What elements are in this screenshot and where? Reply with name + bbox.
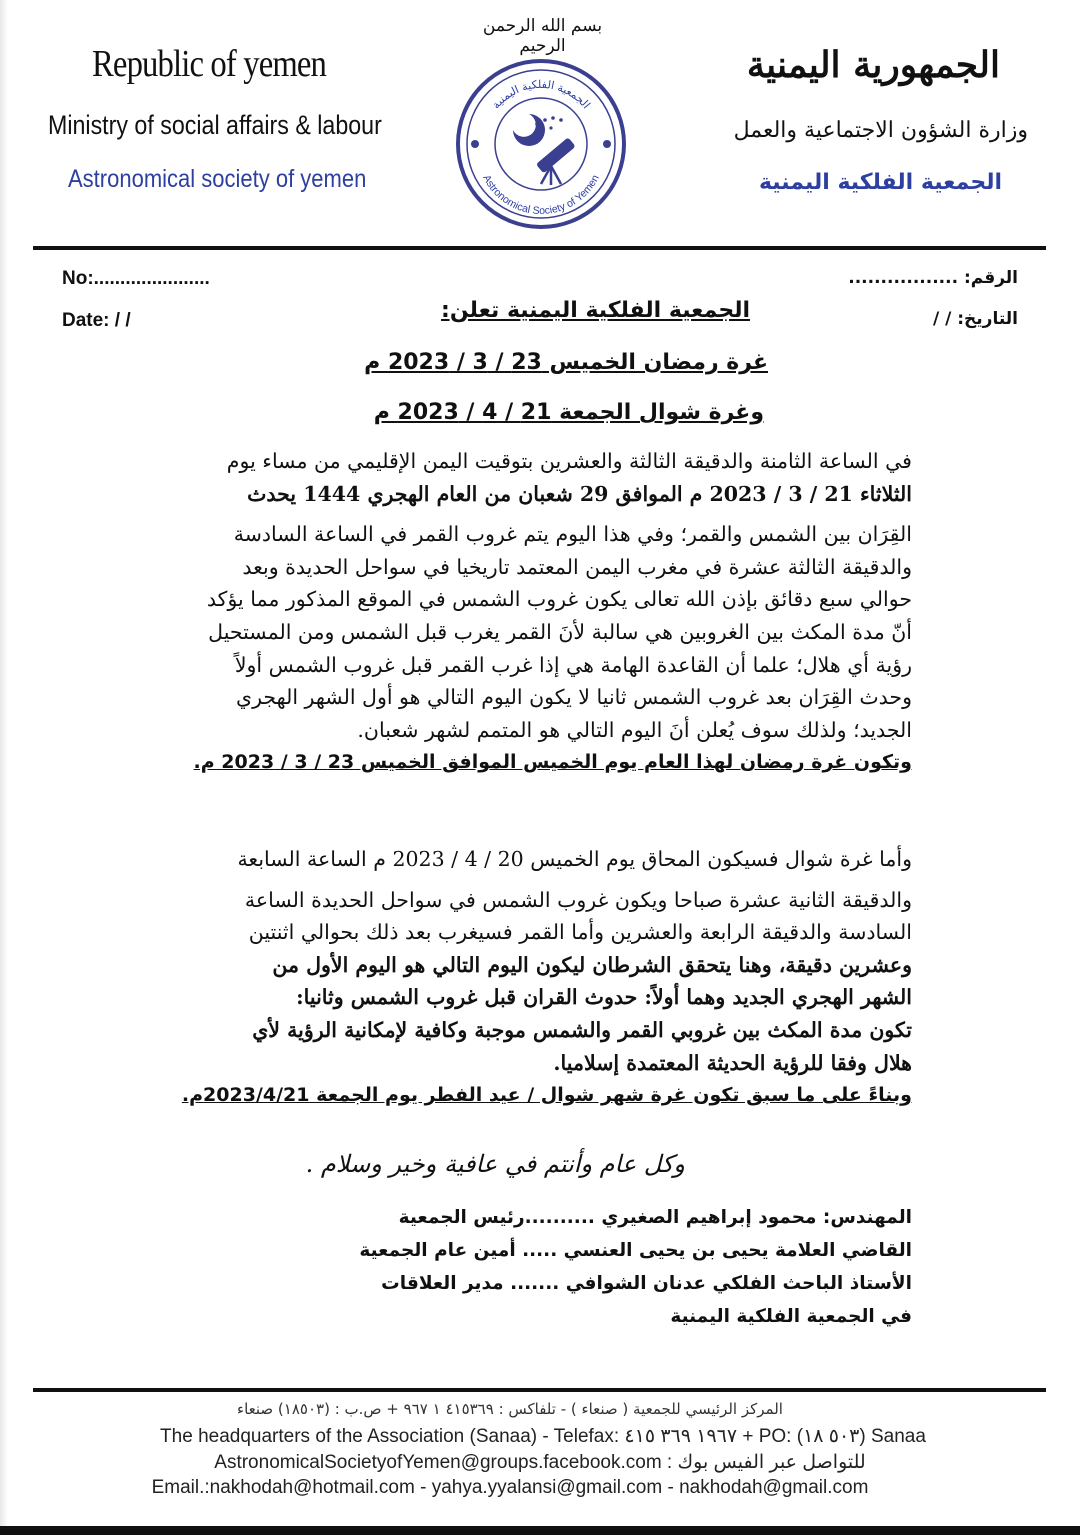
- footer-arabic-address: المركز الرئيسي للجمعية ( صنعاء ) - تلفاكس : ٤١٥٣٦٩ ١ ٩٦٧ + ص.ب : (١٨٥٠٣) صنعاء: [237, 1400, 783, 1418]
- footer-email-addresses[interactable]: Email.:nakhodah@hotmail.com - yahya.yyalansi@gmail.com - nakhodah@gmail.com: [151, 1477, 869, 1498]
- signatory-secretary-general: القاضي العلامة يحيى بن يحيى العنسي ..... أمين عام الجمعية: [359, 1240, 912, 1261]
- paragraph-line: والدقيقة الثانية عشرة صباحا ويكون غروب الشمس في سواحل الحديدة الساعة: [244, 887, 912, 912]
- reference-number-field: No:......................: [62, 268, 210, 289]
- ramadan-conclusion: وتكون غرة رمضان لهذا العام يوم الخميس الموافق الخميس 23 / 3 / 2023 م.: [193, 751, 912, 774]
- ramadan-heading: غرة رمضان الخميس 23 / 3 / 2023 م: [364, 350, 768, 375]
- date-field: Date: / /: [62, 310, 131, 331]
- closing-greeting: وكل عام وأنتم في عافية وخير وسلام .: [305, 1150, 685, 1178]
- english-society-name: Astronomical society of yemen: [68, 165, 367, 193]
- ramadan-paragraph: [112, 445, 912, 779]
- english-republic-title: Republic of yemen: [92, 43, 327, 85]
- paragraph-line: القِرَان بين الشمس والقمر؛ وفي هذا اليوم يتم غروب القمر في الساعة السادسة: [233, 522, 912, 547]
- society-seal-logo: [455, 58, 627, 230]
- arabic-date-field: التاريخ: / /: [932, 309, 1018, 329]
- paragraph-line: وأما غرة شوال فسيكون المحاق يوم الخميس 20 / 4 / 2023 م الساعة السابعة: [237, 847, 912, 871]
- paragraph-line: في الساعة الثامنة والدقيقة الثالثة والعشرين بتوقيت اليمن الإقليمي من مساء يوم: [226, 449, 912, 473]
- footer-divider: [33, 1388, 1046, 1392]
- arabic-society-name: الجمعية الفلكية اليمنية: [758, 170, 1002, 195]
- shawwal-conclusion: وبناءً على ما سبق تكون غرة شهر شوال / عيد الفطر يوم الجمعة 2023/4/21م.: [181, 1084, 912, 1107]
- signatory-organization: في الجمعية الفلكية اليمنية: [670, 1306, 912, 1327]
- english-ministry-name: Ministry of social affairs & labour: [48, 110, 382, 140]
- signatory-relations-director: الأستاذ الباحث الفلكي عدنان الشوافي ....... مدير العلاقات: [381, 1273, 912, 1294]
- shawwal-heading: وغرة شوال الجمعة 21 / 4 / 2023 م: [373, 400, 764, 425]
- seal-arabic-text: الجمعية الفلكية اليمنية: [489, 77, 593, 112]
- footer-facebook-link[interactable]: AstronomicalSocietyofYemen@groups.facebook.com : للتواصل عبر الفيس بوك: [214, 1452, 866, 1473]
- arabic-reference-number-field: الرقم: .................: [848, 268, 1018, 288]
- arabic-republic-title: الجمهورية اليمنية: [746, 44, 1000, 86]
- paragraph-line: تكون مدة المكث بين غروبي القمر والشمس موجبة وكافية لإمكانية الرؤية لأي: [252, 1017, 912, 1042]
- paragraph-line: رؤية أي هلال؛ علما أن القاعدة الهامة هي إذا غرب القمر قبل غروب الشمس أولاً: [234, 652, 912, 677]
- announcement-title: الجمعية الفلكية اليمنية تعلن:: [441, 298, 750, 323]
- paragraph-line: وعشرين دقيقة، وهنا يتحقق الشرطان ليكون اليوم التالي هو اليوم الأول من: [272, 952, 912, 977]
- shawwal-paragraph: [112, 843, 912, 1112]
- paragraph-line: الثلاثاء 21 / 3 / 2023 م الموافق 29 شعبان من العام الهجري 1444 يحدث: [247, 481, 912, 506]
- scan-shadow: [0, 0, 8, 1535]
- paragraph-line: وحدث القِرَان بعد غروب الشمس ثانيا لا يكون اليوم التالي هو أول الشهر الهجري: [236, 685, 912, 710]
- arabic-ministry-name: وزارة الشؤون الاجتماعية والعمل: [733, 118, 1028, 143]
- paragraph-line: السادسة والدقيقة الرابعة والعشرين وأما القمر فسيغرب بعد ذلك بحوالي اثنتين: [248, 920, 912, 945]
- paragraph-line: أنّ مدة المكث بين الغروبين هي سالبة لأنَ القمر يغرب قبل الشمس ومن المستحيل: [208, 619, 912, 644]
- paragraph-line: الجديد؛ ولذلك سوف يُعلن أنَ اليوم التالي هو المتمم لشهر شعبان.: [357, 717, 912, 742]
- header-divider: [33, 246, 1046, 250]
- page-bottom-edge: [0, 1526, 1080, 1535]
- basmala-calligraphy: بسم الله الرحمن الرحيم: [482, 16, 603, 56]
- paragraph-line: حوالي سبع دقائق بإذن الله تعالى يكون غروب الشمس في الموقع المذكور مما يؤكد: [206, 587, 912, 612]
- paragraph-line: هلال وفقا للرؤية الحديثة المعتمدة إسلاميا.: [553, 1050, 912, 1075]
- footer-english-address: The headquarters of the Association (Sanaa) - Telefax: ١٩٦٧ ٣٦٩ ٤١٥ + PO: (٥٠٣ ١٨) Sanaa: [160, 1426, 926, 1447]
- paragraph-line: والدقيقة الثالثة عشرة في مغرب اليمن المعتمد تاريخيا في سواحل الحديدة وبعد: [242, 554, 912, 579]
- paragraph-line: الشهر الهجري الجديد وهما أولاً: حدوث القران قبل غروب الشمس وثانيا:: [296, 985, 912, 1010]
- seal-english-text: Astronomical Society of Yemen: [480, 172, 602, 218]
- signatory-president: المهندس: محمود إبراهيم الصغيري ..........رئيس الجمعية: [398, 1207, 912, 1228]
